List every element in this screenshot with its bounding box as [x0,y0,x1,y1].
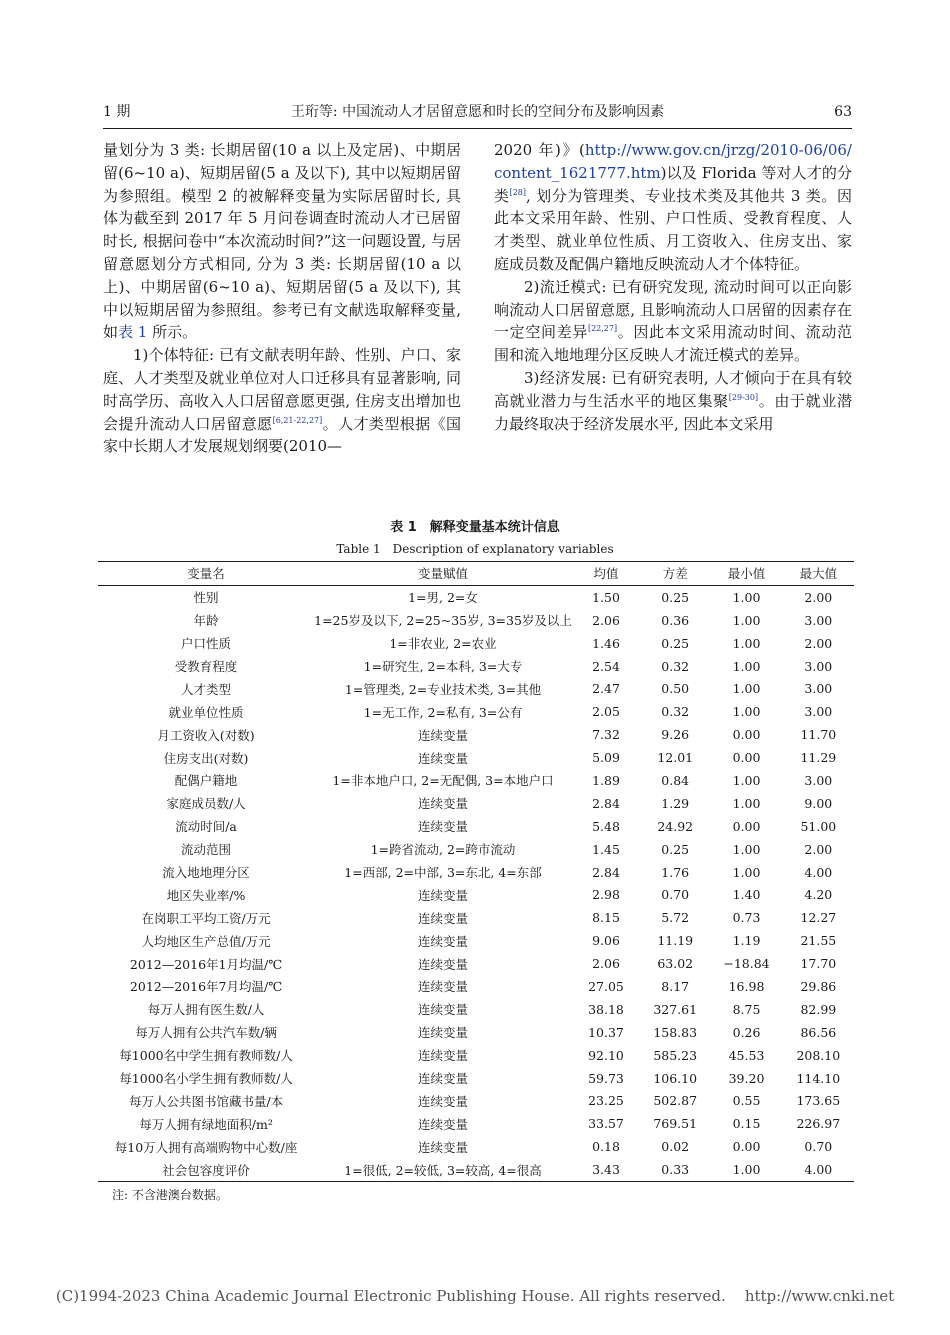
page-number: 63 [834,104,852,120]
table-row [98,838,854,861]
paragraph: 1)个体特征: 已有文献表明年龄、性别、户口、家庭、人才类型及就业单位对人口迁移具有显著影响, 同时高学历、高收入人口居留意愿更强, 住房支出增加也会提升流动人口居留意愿[6,21-22,27]。人才类型根据《国家中长期人才发展规划纲要(2010— [103,346,461,456]
running-header [103,101,852,123]
table-row [98,1089,854,1112]
table-cell: 2.00 [804,589,833,605]
table-row [98,746,854,769]
paragraph: 2020 年)》(http://www.gov.cn/jrzg/2010-06/06/content_1621777.htm)以及 Florida 等对人才的分类[28], 划分为管理类、专业技术类及其他共 3 类。因此本文采用年龄、性别、户口性质、受教育程度、人才类型、就业单位性质、月工资收入、住房支出、家庭成员数及配偶户籍地反映流动人才个体特征。 [494,141,852,273]
table-cell: 0.00 [732,727,761,743]
table-cell: 月工资收入(对数) [157,727,255,743]
table-cell: 39.20 [728,1070,765,1086]
table-row [98,906,854,929]
table-cell: 户口性质 [181,636,232,652]
table-cell: 585.23 [653,1047,698,1063]
table-cell: 3.00 [804,704,833,720]
table-cell: 17.70 [800,956,837,972]
table-cell: 3.00 [804,658,833,674]
table-cell: 92.10 [588,1047,624,1063]
table-cell: 327.61 [653,1001,698,1017]
table-cell: 1.46 [592,635,620,651]
table-cell: 就业单位性质 [168,704,244,720]
table-row [98,700,854,723]
table-cell: 流动范围 [181,842,232,858]
table-cell: 769.51 [653,1116,698,1132]
table-row [98,975,854,998]
table-cell: 23.25 [588,1093,624,1109]
issue-label: 1 期 [103,104,131,120]
table-cell: 1=西部, 2=中部, 3=东北, 4=东部 [344,865,542,881]
header-rule [103,128,852,129]
table-cell: 12.27 [800,910,837,926]
table-cell: 7.32 [592,727,620,743]
table-row [98,609,854,632]
table-cell: 连续变量 [418,796,469,812]
table-cell: 1.45 [592,841,620,857]
table-cell: 家庭成员数/人 [166,796,246,812]
table-cell: 21.55 [800,933,837,949]
column-header: 最小值 [727,566,766,582]
table-cell: 1.00 [732,681,761,697]
table-cell: 3.00 [804,681,833,697]
table-cell: 11.29 [800,750,837,766]
table-cell: 0.36 [661,612,690,628]
table-row [98,952,854,975]
table-cell: 86.56 [800,1024,837,1040]
table-cell: 2.84 [592,864,620,880]
table-cell: 33.57 [588,1116,624,1132]
table-cell: 2.84 [592,795,620,811]
running-title: 王珩等: 中国流动人才居留意愿和时长的空间分布及影响因素 [290,104,665,120]
table-row [98,769,854,792]
table-row [98,1021,854,1044]
table-cell: 45.53 [728,1047,765,1063]
table-cell: 0.70 [804,1139,833,1155]
table-row [98,677,854,700]
table-cell: 1.89 [592,772,620,788]
table-cell: 2.47 [592,681,620,697]
table-cell: 1=25岁及以下, 2=25~35岁, 3=35岁及以上 [314,613,572,629]
table-cell: 每万人拥有公共汽车数/辆 [135,1025,277,1041]
table-cell: 173.65 [796,1093,841,1109]
left-column [103,139,461,458]
table-cell: 性别 [193,590,219,606]
citation[interactable]: [6,21-22,27] [272,415,323,425]
table-cell: 2.54 [592,658,620,674]
table-cell: 5.48 [592,818,620,834]
table-cell: 208.10 [796,1047,841,1063]
table-cell: 1.00 [732,635,761,651]
table-cell: 1.00 [732,795,761,811]
table-cell: 3.00 [804,612,833,628]
table-cell: 每10万人拥有高端购物中心数/座 [114,1139,298,1155]
table-cell: 9.00 [804,795,833,811]
table-cell: 0.18 [592,1139,620,1155]
table-cell: 连续变量 [418,956,469,972]
table-cell: 1=非农业, 2=农业 [389,636,497,652]
table-header-row [98,562,854,586]
table-cell: 1.00 [732,658,761,674]
table-row [98,883,854,906]
table-cell: 2.00 [804,635,833,651]
table-cell: 1=跨省流动, 2=跨市流动 [370,842,516,858]
table-cell: 0.32 [661,704,690,720]
table-cell: 5.72 [661,910,690,926]
citation[interactable]: [28] [509,187,527,197]
table-cell: 106.10 [653,1070,698,1086]
table-cell: 63.02 [657,956,694,972]
table-row [98,655,854,678]
table-cell: 在岗职工平均工资/万元 [141,910,271,926]
table-cell: 2.06 [592,612,620,628]
table-row [98,792,854,815]
table-cell: 0.32 [661,658,690,674]
table-cell: 16.98 [728,978,765,994]
table-cell: 连续变量 [418,1025,469,1041]
table-cell: 10.37 [588,1024,624,1040]
table-row [98,585,854,608]
table-cell: 8.75 [732,1001,761,1017]
table-cell: 158.83 [653,1024,698,1040]
table-cell: 1=无工作, 2=私有, 3=公有 [363,704,523,720]
table-cell: 连续变量 [418,910,469,926]
table-cell: 0.26 [732,1024,761,1040]
table-cell: 1.50 [592,589,620,605]
table-cell: 连续变量 [418,979,469,995]
statistics-table [98,561,854,1182]
table-cell: 1.00 [732,864,761,880]
table-cell: 连续变量 [418,750,469,766]
table-cell: 0.00 [732,750,761,766]
table-cell: 每1000名中学生拥有教师数/人 [119,1048,293,1064]
table-cell: 4.20 [804,887,833,903]
table-cell: 5.09 [592,750,620,766]
table-cell: 每1000名小学生拥有教师数/人 [119,1071,293,1087]
paragraph: 3)经济发展: 已有研究表明, 人才倾向于在具有较高就业潜力与生活水平的地区集聚[29-30]。由于就业潜力最终取决于经济发展水平, 因此本文采用 [494,368,852,433]
table-cell: 配偶户籍地 [174,773,238,789]
table-cell: 0.25 [661,841,690,857]
table-cell: 0.25 [661,635,690,651]
citation[interactable]: [29-30] [728,392,759,402]
table-cell: 每万人公共图书馆藏书量/本 [128,1093,284,1109]
table-cell: 2.06 [592,956,620,972]
table-reference-link[interactable]: 表 1 [118,323,148,342]
table-cell: 1.40 [732,887,761,903]
table-cell: 每万人拥有绿地面积/m² [139,1116,273,1132]
table-cell: 9.26 [661,727,690,743]
table-cell: 流动时间/a [175,819,237,835]
table-row [98,861,854,884]
table-cell: 12.01 [657,750,694,766]
table-row [98,632,854,655]
table-cell: 1.00 [732,1162,761,1178]
table-cell: 11.19 [657,933,694,949]
column-header: 方差 [662,566,688,582]
table-cell: 3.00 [804,772,833,788]
table-cell: 1=研究生, 2=本科, 3=大专 [363,659,523,674]
paragraph: 量划分为 3 类: 长期居留(10 a 以上及定居)、中期居留(6~10 a)、短期居留(5 a 及以下), 其中以短期居留为参照组。模型 2 的被解释变量为实际居留时长, 具体为截至到 2017 年 5 月问卷调查时流动人才已居留时长, 根据问卷中“本次流动时间?”这一问题设置, 与居留意愿划分方式相同, 分为 3 类: 长期居留(10 a 以上)、中期居留(6~10 a)、短期居留(5 a 及以下), 其中以短期居留为参照组。参考已有文献选取解释变量, 如表 1 所示。 [103,141,461,342]
table-cell: 0.55 [732,1093,761,1109]
table-cell: 人才类型 [181,681,232,697]
table-cell: 38.18 [588,1001,624,1017]
column-header: 均值 [593,566,619,582]
table-cell: 1.00 [732,589,761,605]
table-cell: 连续变量 [418,1071,469,1087]
table-row [98,723,854,746]
table-cell: 0.50 [661,681,690,697]
table-cell: 1=很低, 2=较低, 3=较高, 4=很高 [344,1162,542,1178]
table-cell: −18.84 [723,956,770,972]
table-cell: 0.02 [661,1139,690,1155]
table-cell: 0.73 [732,910,761,926]
table-cell: 人均地区生产总值/万元 [141,933,271,949]
column-header: 变量赋值 [418,566,469,582]
table-cell: 502.87 [653,1093,698,1109]
table-cell: 9.06 [592,933,620,949]
table-cell: 1=非本地户口, 2=无配偶, 3=本地户口 [332,773,554,789]
table-cell: 每万人拥有医生数/人 [147,1002,265,1018]
table-cell: 4.00 [804,1162,833,1178]
table-cell: 2.05 [592,704,620,720]
table-cell: 29.86 [800,978,837,994]
table-cell: 1.00 [732,841,761,857]
paragraph: 2)流迁模式: 已有研究发现, 流动时间可以正向影响流动人口居留意愿, 且影响流动人口居留的因素存在一定空间差异[22,27]。因此本文采用流动时间、流动范围和流入地地理分区反映人才流迁模式的差异。 [494,277,852,365]
table-cell: 0.70 [661,887,690,903]
table-cell: 连续变量 [418,727,469,743]
table-cell: 1.76 [661,864,690,880]
table-cell: 0.00 [732,818,761,834]
table-cell: 连续变量 [418,887,469,903]
table-cell: 1=男, 2=女 [408,590,478,606]
table-cell: 1=管理类, 2=专业技术类, 3=其他 [344,681,542,697]
table-cell: 住房支出(对数) [163,750,249,766]
table-row [98,1158,854,1181]
table-cell: 24.92 [657,818,694,834]
table-row [98,1067,854,1090]
table-cell: 2.00 [804,841,833,857]
table-cell: 59.73 [588,1070,624,1086]
table-cell: 0.15 [732,1116,761,1132]
table-cell: 社会包容度评价 [162,1162,250,1178]
table-cell: 地区失业率/% [166,887,246,903]
gov-url-link[interactable]: http://www.gov.cn/jrzg/2010-06/06/content_1621777.htm [494,141,852,182]
table-cell: 1.00 [732,772,761,788]
table-cell: 1.19 [732,933,761,949]
table-cell: 3.43 [592,1162,620,1178]
table-cell: 年龄 [193,613,219,629]
table-cell: 0.25 [661,589,690,605]
citation[interactable]: [22,27] [587,324,618,334]
table-cell: 流入地地理分区 [162,865,250,881]
table-cell: 连续变量 [418,933,469,949]
table-cell: 8.15 [592,910,620,926]
table-cell: 连续变量 [418,1093,469,1109]
table-row [98,1044,854,1067]
table-cell: 连续变量 [418,1116,469,1132]
table-cell: 1.29 [661,795,690,811]
table-cell: 11.70 [800,727,837,743]
table-cell: 2012—2016年1月均温/℃ [129,956,283,972]
table-cell: 2012—2016年7月均温/℃ [129,979,283,995]
table-cell: 连续变量 [418,1002,469,1018]
table-cell: 4.00 [804,864,833,880]
table-cell: 27.05 [588,978,624,994]
table-cell: 受教育程度 [174,659,238,674]
table-cell: 51.00 [800,818,837,834]
right-column [494,139,852,435]
table-row [98,929,854,952]
table-cell: 0.00 [732,1139,761,1155]
table-cell: 0.84 [661,772,690,788]
table-row [98,998,854,1021]
table-cell: 82.99 [800,1001,837,1017]
column-header: 变量名 [187,566,225,582]
table-cell: 226.97 [796,1116,841,1132]
table-cell: 1.00 [732,612,761,628]
table-cell: 2.98 [592,887,620,903]
column-header: 最大值 [799,566,838,582]
table-cell: 连续变量 [418,1139,469,1155]
table-caption-en: Table 1 Description of explanatory variables [336,542,614,556]
table-cell: 114.10 [796,1070,841,1086]
table-cell: 8.17 [661,978,690,994]
table-cell: 1.00 [732,704,761,720]
table-caption-cn: 表 1 解释变量基本统计信息 [390,520,560,535]
table-row [98,815,854,838]
table-body [98,585,854,1181]
table-row [98,1112,854,1135]
table-cell: 连续变量 [418,1048,469,1064]
table-cell: 连续变量 [418,819,469,835]
table-cell: 0.33 [661,1162,690,1178]
copyright-footer: (C)1994-2023 China Academic Journal Electronic Publishing House. All rights reserved. http://www.cnki.net [55,1287,895,1305]
table-note: 注: 不含港澳台数据。 [112,1188,228,1202]
table-row [98,1135,854,1158]
